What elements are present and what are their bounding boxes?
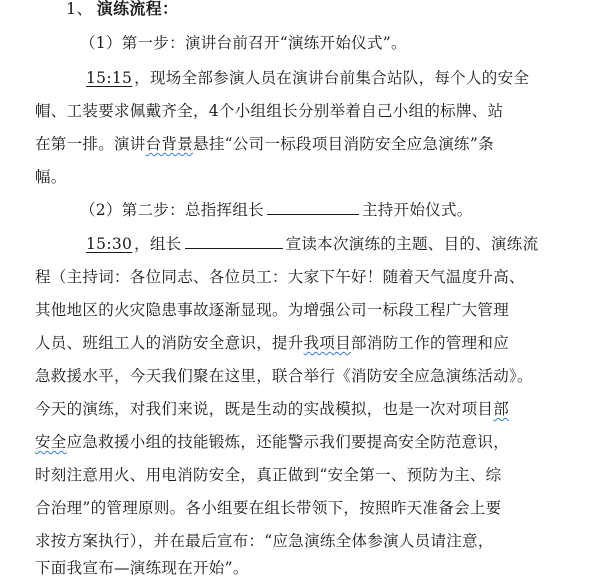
section-title: 演练流程： — [96, 0, 179, 18]
step2-paragraph-line-5: 急救援水平，今天我们聚在这里，联合举行《消防安全应急演练活动》。 — [35, 367, 533, 385]
spellcheck-mark: 安全 — [35, 433, 67, 451]
step2-paragraph-line-1 — [86, 233, 538, 255]
step2-paragraph-line-10: 求按方案执行），并在最后宣布：“应急演练全体参演人员请注意， — [35, 532, 494, 550]
step1-text: 悬挂“公司一标段项目消防安全应急演练”条 — [193, 135, 494, 153]
step2-paragraph-line-9: 合治理”的管理原则。各小组要在组长带领下，按照昨天准备会上要 — [35, 499, 502, 517]
step1-paragraph-line-2: 帽、工装要求佩戴齐全，4个小组组长分别举着自己小组的标牌、站 — [35, 102, 504, 120]
step2-paragraph-line-7 — [35, 431, 509, 453]
step2-paragraph-line-4 — [35, 332, 509, 354]
step1-paragraph-line-4: 幅。 — [35, 168, 67, 186]
step2-paragraph-line-11: 下面我宣布—演练现在开始”。 — [35, 559, 249, 577]
step2-time: 15:30 — [86, 235, 133, 253]
step1-time: 15:15 — [86, 69, 133, 87]
fill-in-blank — [267, 200, 359, 215]
fill-in-blank — [185, 234, 283, 249]
section-heading — [66, 0, 178, 20]
step2-title — [80, 199, 473, 221]
step1-title: （1）第一步：演讲台前召开“演练开始仪式”。 — [80, 34, 407, 52]
spellcheck-mark: 台背景 — [145, 135, 194, 153]
step2-paragraph-line-3: 其他地区的火灾隐患事故逐渐显现。为增强公司一标段工程广大管理 — [35, 301, 510, 319]
step2-text: 应急救援小组的技能锻炼，还能警示我们要提高安全防范意识， — [66, 433, 510, 451]
step2-paragraph-line-8: 时刻注意用火、用电消防安全，真正做到“安全第一、预防为主、综 — [35, 466, 502, 484]
step1-text: 在第一排。演讲 — [35, 135, 146, 153]
step2-text: 今天的演练，对我们来说，既是生动的实战模拟，也是一次对项目 — [35, 400, 494, 418]
step2-title-text: （2）第二步：总指挥组长 — [80, 201, 264, 219]
step2-text: 宣读本次演练的主题、目的、演练流 — [285, 235, 539, 253]
step2-paragraph-line-2: 程（主持词：各位同志、各位员工：大家下午好！随着天气温度升高、 — [35, 268, 525, 286]
step2-paragraph-line-6 — [35, 398, 509, 420]
step1-paragraph-line-3 — [35, 133, 494, 155]
step1-paragraph-line-1 — [86, 67, 529, 89]
section-number: 1、 — [66, 0, 93, 18]
step1-text: ，现场全部参演人员在演讲台前集合站队，每个人的安全 — [134, 69, 530, 87]
spellcheck-mark: 我项目 — [303, 334, 352, 352]
spellcheck-mark: 部 — [493, 400, 510, 418]
step2-text: 人员、班组工人的消防安全意识，提升 — [35, 334, 304, 352]
step2-text: 部消防工作的管理和应 — [351, 334, 510, 352]
step2-text: ，组长 — [134, 235, 182, 253]
step2-title-text: 主持开始仪式。 — [361, 201, 473, 219]
